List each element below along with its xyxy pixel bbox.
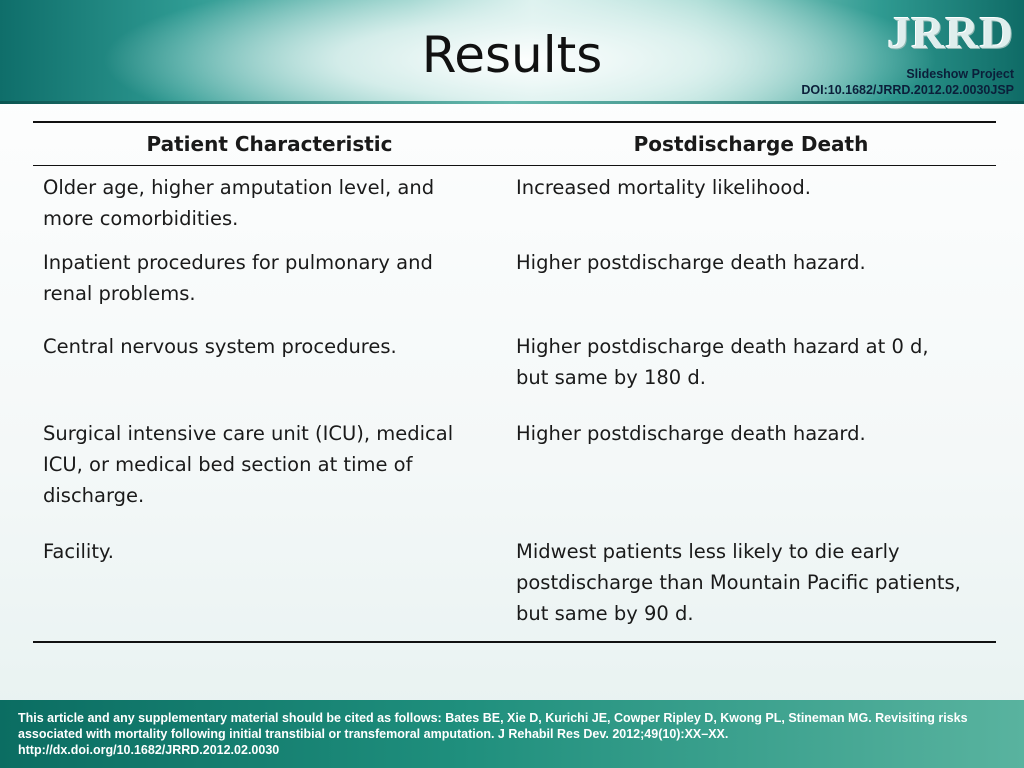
table-cell: Facility. [43,540,114,563]
results-table [33,121,996,643]
citation-text: This article and any supplementary material should be cited as follows: Bates BE, Xie D, Kurichi JE, Cowper Ripley D, Kwong PL, Stineman MG. Revisiting risks associated with mortality following initial transtibial or transfemoral amputation. J Rehabil Res Dev. 2012;49(10):XX–XX. http://dx.doi.org/10.1682/JRRD.2012.02.0030 [18,711,968,757]
column-header-death: Postdischarge Death [633,132,869,156]
column-header-characteristic: Patient Characteristic [146,132,393,156]
header-banner [0,0,1024,104]
table-cell: Inpatient procedures for pulmonary and renal problems. [43,251,433,305]
jrrd-logo: JRRD [887,7,1014,58]
slide-title: Results [421,26,603,84]
project-info [801,66,1014,98]
table-cell: Higher postdischarge death hazard at 0 d, but same by 180 d. [516,335,929,389]
table-row [33,536,996,641]
project-label: Slideshow Project [906,67,1014,81]
table-header-row [33,123,996,166]
table-cell: Older age, higher amputation level, and more comorbidities. [43,176,435,230]
table-cell: Surgical intensive care unit (ICU), medical ICU, or medical bed section at time of discharge. [43,422,454,507]
table-cell: Higher postdischarge death hazard. [516,422,866,445]
table-row [33,418,996,536]
table-row [33,166,996,247]
doi-label: DOI:10.1682/JRRD.2012.02.0030JSP [801,83,1014,97]
table-cell: Increased mortality likelihood. [516,176,811,199]
table-cell: Higher postdischarge death hazard. [516,251,866,274]
table-cell: Central nervous system procedures. [43,335,397,358]
table-cell: Midwest patients less likely to die early postdischarge than Mountain Pacific patients, but same by 90 d. [516,540,961,625]
table-row [33,331,996,418]
citation-footer [0,700,1024,768]
table-row [33,247,996,331]
